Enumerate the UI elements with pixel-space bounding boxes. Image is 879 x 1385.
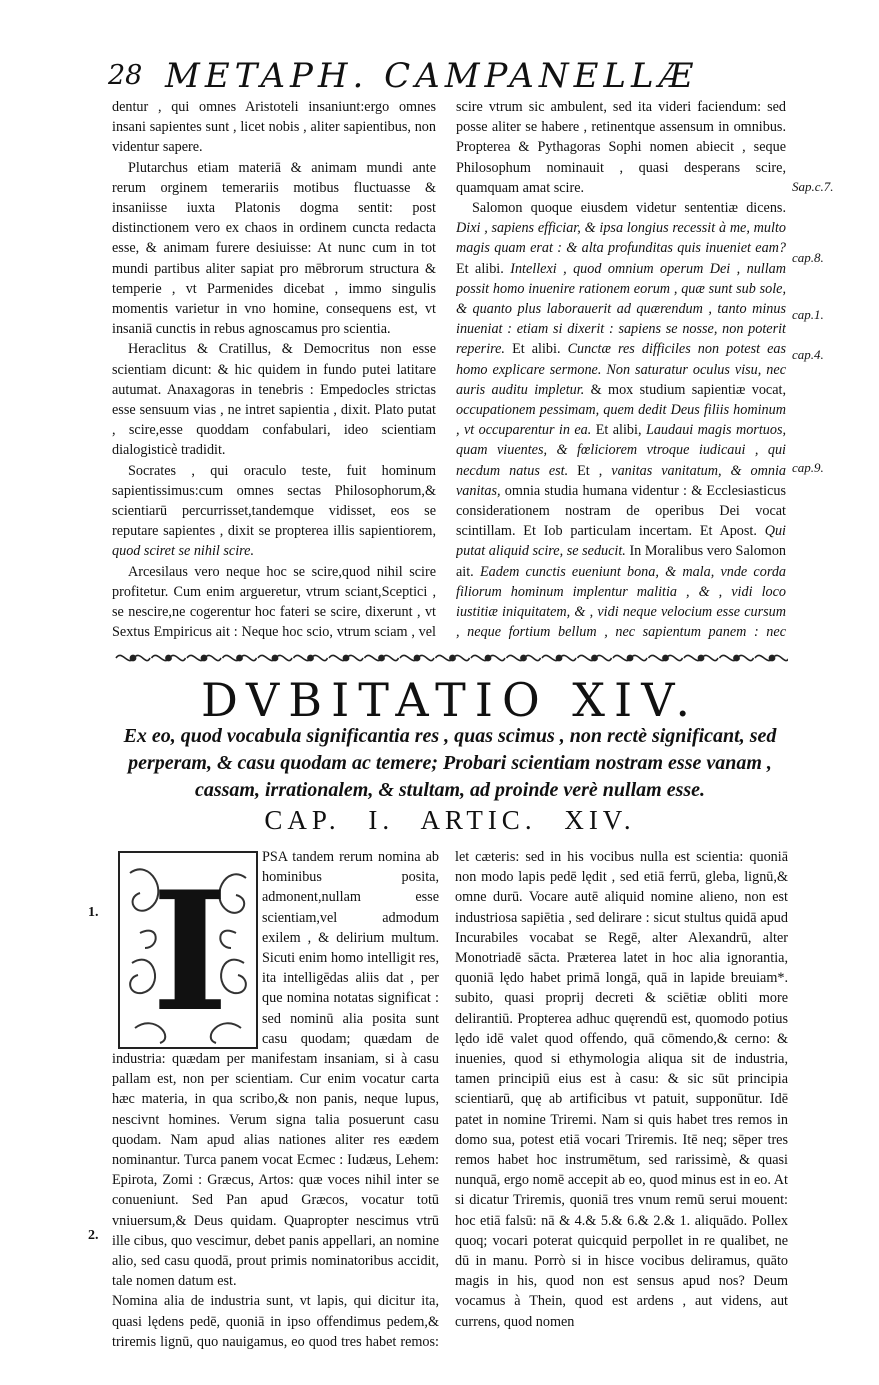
- paragraph: let cæteris: sed in his vocibus nulla est scientia: quoniā non modo lapis pedē lędit , sed etiā ferrū, gleba, lignū,& omne durū. Vocare autē aliquid nomine alieno, non est industriosa sapiētia , sed delirare : sicut stultus quidā apud Incurabiles vocabat se Regē, alter Alexandrū, alter Monotriadē sācta. Præterea latet in hoc alia ignorantia, quoniā lędo habet primā longā, quā in lapide breuiam*. subito, quasi proprij decreti & sciētiæ obliti more delirantiū. Propterea adhuc quęrendū est, quomodo potius lędo idē valet quod offendo, quā cōmendo,& cerno: & inuenies, quod si ethymologia aliqua sit de industria, tamen principiū eius est à casu: & sic sūt principia scientiarū, quę ab artificibus vt patuit, supponūtur. Idē patet in nomine Triremi. Nam si quis habet tres remos in domo sua, potest etiā vocari Triremis. Itē neq; sēper tres remos habet hoc instrumētum, sed rarissimè, & quasi nunquā, ergo nomē accepit ab eo, quod minus est in eo. At si dicatur Triremis, quoniā tres vnum remū serui mouent: hoc etiā falsū: nā & 4.& 5.& 6.& 2.& 1. aliquādo. Pollex quoq; vocari poterat quicquid perpollet in re qualibet, ne dū in manu. Porrò si in hisce vocibus deliramus, quāto magis in his, quod non est sensus apud nos? Deum vocamus à Thein, quod est ardens , aut videns, aut currens, quod nomen: [455, 849, 788, 1330]
- drop-cap-frame: [118, 851, 258, 1049]
- bottom-right-column: [455, 847, 788, 1355]
- ornament-dot-icon: [769, 655, 774, 660]
- paragraph: Plutarchus etiam materiā & animam mundi ante rerum orginem temerariis motibus fluctuasse & insaniisse iuxta Platonis dogma sentit: post distinctionem vero ex chaos in ordinem cuncta redacta esse, & animam furere desiuisse: At nunc cum in tot mundi partibus aliter sapiat pro mēbrorum structura & temperie , vt Parmenides dicebat , immo singulis momentis varietur in vno homine, consequens est, vt insaniā cunctis in rebus agnoscamus pro scientia.: [112, 159, 436, 338]
- paragraph: PSA tandem rerum nomina ab hominibus posita, admonent,nullam esse scientiam,vel admodum exilem , & delirium multum. Sicuti enim homo intelligit res, ita intelligēdas aliis dat , per que nomina notatas significat : sed nominū alia posita sunt casu quodam; quædam de industria: quædam per manifestam insaniam, si à casu pallam est, non per scientiam. Cur enim vocatur carta hæc materia, in qua scribo,& non panis, neque lupus, nescivnt homines. Verum signa talia posuerunt casu quodam. Nam apud alias nationes aliter res eædem nominantur. Turca panem vocat Ecmec : Iudæus, Lehem: Epirota, Zomi : Græcus, Artos: quæ voces nihil inter se conueniunt. Sed Pan apud Græcos, vocatur totū vniuersum,& Deus quidam. Quapropter nescimus vtrū ille cibus, quo vescimur, debet panis appellari, an nomine alio, sed casu quodā, prout primis nominatoribus accidit, tale nomen datum est.: [112, 849, 439, 1290]
- drop-cap-letter: I: [151, 855, 229, 1048]
- paragraph-number: 2.: [88, 1228, 99, 1243]
- running-title: METAPH. CAMPANELLÆ: [165, 56, 698, 96]
- margin-note-cap-8: cap.8.: [792, 250, 824, 265]
- paragraph: Nomina alia de industria sunt, vt lapis, qui dicitur ita, quasi lędens pedē, quoniā in ipso offendimus pedem,& triremis lignū, quo nauigamus, eo quod tres habet remos:: [112, 1293, 439, 1350]
- ornament-dot-icon: [698, 655, 703, 660]
- margin-note-cap-1: cap.1.: [792, 307, 824, 322]
- ornament-dot-icon: [485, 655, 490, 660]
- ornament-dot-icon: [379, 655, 384, 660]
- margin-note-cap-9: cap.9.: [792, 460, 824, 475]
- margin-note-sap-7: Sap.c.7.: [792, 179, 834, 194]
- ornament-dot-icon: [663, 655, 668, 660]
- ornament-dot-icon: [237, 655, 242, 660]
- ornament-dot-icon: [201, 655, 206, 660]
- paragraph: dentur , qui omnes Aristoteli insaniunt:ergo omnes insani sapientes sunt , licet nobis , aliter sapientibus, non videntur sapere.: [112, 99, 436, 156]
- paragraph: Arcesilaus vero neque hoc se scire,quod nihil scire profitetur. Cum enim argueretur, vtrum sciant,Sceptici , se nescire,ne cogerentur hoc fateri se scire, dixerunt , vt Sextus Empiricus ait : Neque hoc scio, vtrum sciam , vel: [112, 563, 436, 641]
- ornament-dot-icon: [592, 655, 597, 660]
- paragraph: Heraclitus & Cratillus, & Democritus non esse scientiam dicunt: & hic quidem in fundo putei latitare autumat. Anaxagoras in tenebris : Empedocles strictas esse sensuum vias , ne intret sapientia , dixit. Plato putat , scire,esse quoddam confabulari, ideo scientiam dialogisticè tradidit.: [112, 341, 436, 459]
- paragraph: Salomon quoque eiusdem videtur sententiæ dicens. Dixi , sapiens efficiar, & ipsa longius recessit à me, multo magis quam erat : & alta profunditas quis inueniet eam? Et alibi. Intellexi , quod omnium operum Dei , nullam possit homo inuenire rationem eorum , quæ sunt sub sole, & quanto plus laborauerit ad quærendum , tanto minus inueniat : etiam si dixerit : sapiens se nosse, non poterit reperire. Et alibi. Cunctæ res difficiles non potest eas homo explicare sermone. Non saturatur oculus visu, nec auris auditu impletur. & mox studium sapientiæ vocat, occupationem pessimam, quem dedit Deus filiis hominum , vt occuparentur in ea. Et alibi, Laudaui magis mortuos, quam viuentes, & fœliciorem vtroque iudicaui , qui necdum natus est. Et , vanitas vanitatum, & omnia vanitas, omnia studia humana videntur : & Ecclesiasticus considerationem nostram de operibus Dei vocat scintillam. Et Iob particulam incertam. Et Apost. Qui putat aliquid scire, se seducit. In Moralibus vero Salomon ait. Eadem cunctis eueniunt bona, & mala, vnde corda filiorum hominum implentur malitia , & , vidi loco iustitiæ iniquitatem, & , vidi neque velocium esse cursum , neque fortium bellum , nec sapientum panem : nec: [456, 200, 786, 641]
- ornament-dot-icon: [272, 655, 277, 660]
- ornament-dot-icon: [556, 655, 561, 660]
- section-subtitle: Ex eo, quod vocabula significantia res , quas scimus , non rectè significant, sed perperam, & casu quodam ac temere; Probari scientiam nostram esse vanam , cassam, irrationalem, & stultam, ad proinde verè nullam esse.: [123, 725, 777, 801]
- page-number: 28: [108, 60, 143, 91]
- ornament-dot-icon: [130, 655, 135, 660]
- ornament-dot-icon: [343, 655, 348, 660]
- paragraph-number: 1.: [88, 905, 99, 920]
- paragraph: scire vtrum sic ambulent, sed ita videri faciendum: sed posse aliter se habere , retinentque assensum in omnibus. Propterea & Pythagoras Sophi nomen abiecit , seque Philosophum nominauit , quasi desperans scire, quamquam amat scire.: [456, 99, 786, 196]
- top-left-column: [112, 97, 436, 645]
- ornament-dot-icon: [521, 655, 526, 660]
- ornament-dot-icon: [414, 655, 419, 660]
- ornament-dot-icon: [166, 655, 171, 660]
- ornament-dot-icon: [627, 655, 632, 660]
- paragraph: Socrates , qui oraculo teste, fuit hominum sapientissimus:cum omnes sectas Philosophorum,& scientiarū percurrisset,tandemque vidisset, eos se reputare sapientes , dixit se propterea illis sapientiorem, quod sciret se nihil scire.: [112, 462, 436, 560]
- ornament-dot-icon: [308, 655, 313, 660]
- ornament-dot-icon: [734, 655, 739, 660]
- ornament-border: [112, 647, 788, 669]
- chapter-heading: CAP. I. ARTIC. XIV.: [264, 805, 636, 835]
- drop-cap: [118, 851, 258, 1049]
- ornament-dot-icon: [450, 655, 455, 660]
- section-heading: DVBITATIO XIV.: [200, 673, 700, 727]
- top-right-column: [456, 97, 786, 645]
- margin-note-cap-4: cap.4.: [792, 347, 824, 362]
